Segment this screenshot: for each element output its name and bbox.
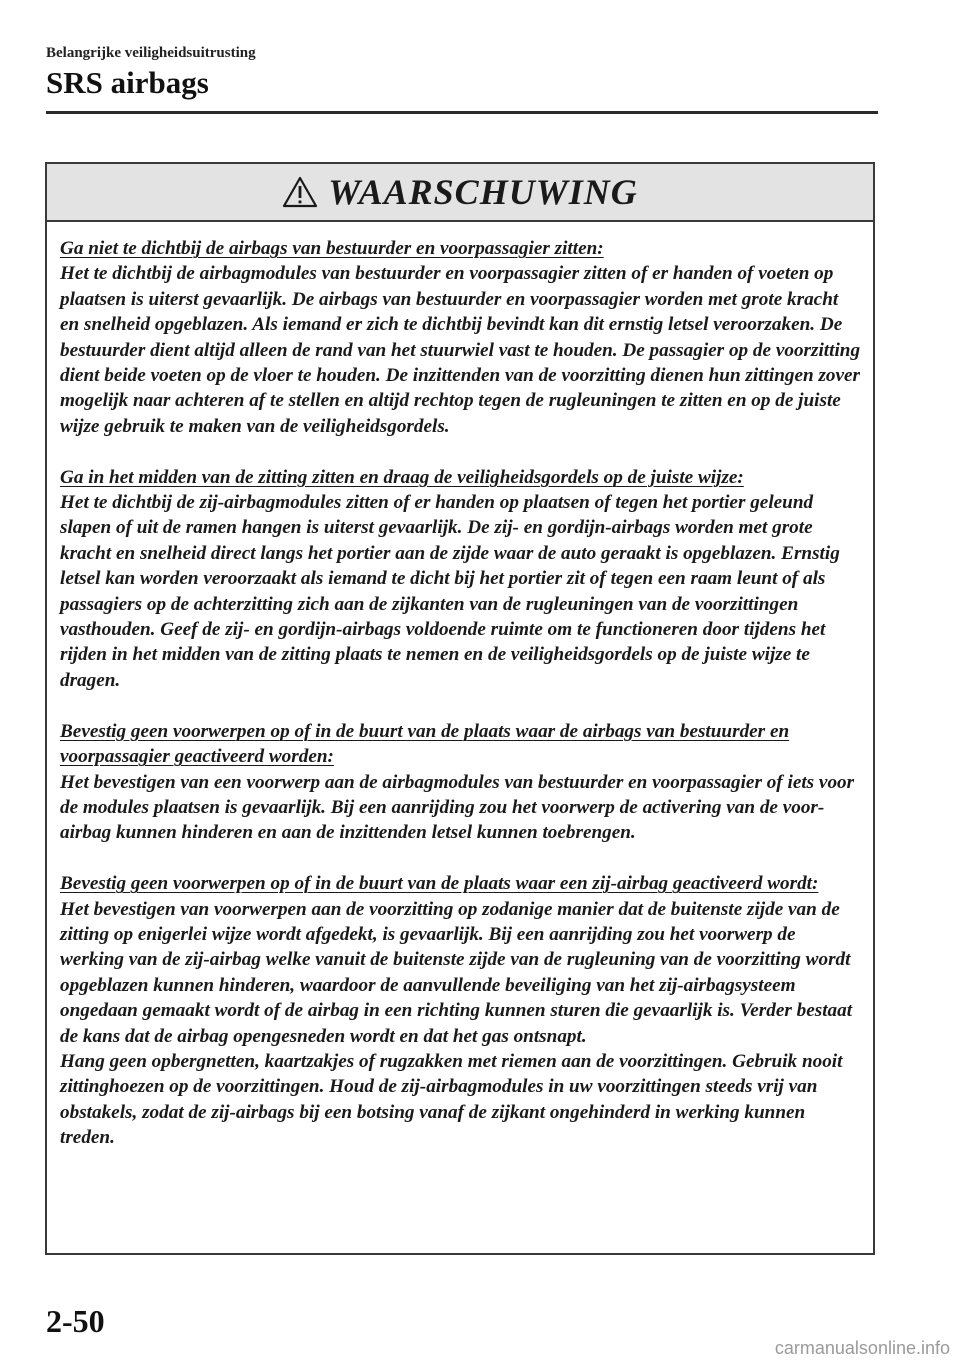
- warning-block-2: [60, 465, 861, 694]
- warning-block-text: Het te dichtbij de airbagmodules van bestuurder en voorpassagier zitten of er handen of voeten op plaatsen is uiterst gevaarlijk. De airbags van bestuurder en voorpassagier worden met grote kracht en snelheid opgeblazen. Als iemand er zich te dichtbij bevindt kan dit ernstig letsel veroorzaken. De bestuurder dient altijd alleen de rand van het stuurwiel vast te houden. De passagier op de voorzitting dient beide voeten op de vloer te houden. De inzittenden van de voorzitting dienen hun zittingen zover mogelijk naar achteren af te stellen en altijd rechtop tegen de rugleuningen te zitten en op de juiste wijze gebruik te maken van de veiligheidsgordels.: [60, 263, 861, 437]
- section-label: Belangrijke veiligheidsuitrusting: [46, 45, 256, 61]
- watermark: carmanualsonline.info: [774, 1338, 950, 1358]
- warning-block-1: [60, 236, 861, 439]
- page-title: SRS airbags: [46, 65, 209, 100]
- warning-block-4: [60, 871, 861, 1150]
- page-header: [46, 44, 878, 101]
- warning-block-heading: Bevestig geen voorwerpen op of in de buurt van de plaats waar een zij-airbag geactiveerd wordt:: [60, 873, 819, 895]
- warning-block-heading: Ga niet te dichtbij de airbags van bestuurder en voorpassagier zitten:: [60, 238, 604, 259]
- warning-block-text: Het te dichtbij de zij-airbagmodules zitten of er handen op plaatsen of tegen het portier geleund slapen of uit de ramen hangen is uiterst gevaarlijk. De zij- en gordijn-airbags worden met grote kracht en snelheid direct langs het portier aan de zijde waar de auto geraakt is opgeblazen. Ernstig letsel kan worden veroorzaakt als iemand te dicht bij het portier zit of tegen een raam leunt of als passagiers op de achterzitting zich aan de zijkanten van de rugleuningen van de voorzittingen vasthouden. Geef de zij- en gordijn-airbags voldoende ruimte om te functioneren door tijdens het rijden in het midden van de zitting plaats te nemen en de veiligheidsgordels op de juiste wijze te dragen.: [60, 492, 840, 691]
- warning-block-text: Het bevestigen van een voorwerp aan de airbagmodules van bestuurder en voorpassagier of iets voor de modules plaatsen is gevaarlijk. Bij een aanrijding zou het voorwerp de activering van de voor-airbag kunnen hinderen en aan de inzittenden letsel kunnen toebrengen.: [60, 771, 855, 844]
- warning-title: WAARSCHUWING: [328, 172, 638, 212]
- warning-body: [47, 222, 873, 1151]
- warning-triangle-icon: [282, 176, 318, 208]
- warning-block-3: [60, 719, 861, 846]
- page-number: 2-50: [46, 1303, 105, 1339]
- warning-block-heading: Bevestig geen voorwerpen op of in de buurt van de plaats waar de airbags van bestuurder en voorpassagier geactiveerd worden:: [60, 720, 790, 768]
- warning-block-text: Het bevestigen van voorwerpen aan de voorzitting op zodanige manier dat de buitenste zijde van de zitting op enigerlei wijze wordt afgedekt, is gevaarlijk. Bij een aanrijding zou het voorwerp de werking van de zij-airbag welke vanuit de buitenste zijde van de rugleuning van de voorzitting wordt opgeblazen kunnen hinderen, waardoor de aanvullende beveiliging van het zij-airbagsysteem ongedaan gemaakt wordt of de airbag in een richting kunnen sturen die gevaarlijk is. Verder bestaat de kans dat de airbag opengesneden wordt en dat het gas ontsnapt.: [60, 898, 853, 1047]
- warning-header: [47, 164, 873, 222]
- header-divider: [46, 111, 878, 114]
- warning-block-text: Hang geen opbergnetten, kaartzakjes of rugzakken met riemen aan de voorzittingen. Gebruik nooit zittinghoezen op de voorzittingen. Houd de zij-airbagmodules in uw voorzittingen steeds vrij van obstakels, zodat de zij-airbags bij een botsing vanaf de zijkant ongehinderd in werking kunnen treden.: [60, 1050, 843, 1149]
- warning-box: [45, 162, 875, 1255]
- warning-block-heading: Ga in het midden van de zitting zitten en draag de veiligheidsgordels op de juiste wijze:: [60, 466, 744, 488]
